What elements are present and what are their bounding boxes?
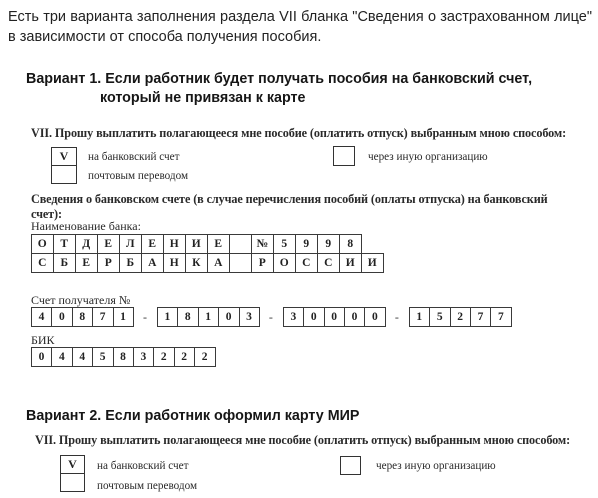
account-digit-cell: 4 (31, 307, 52, 327)
bik-digit-cell: 5 (92, 347, 113, 367)
form2-bank-checkbox[interactable]: V (60, 455, 85, 474)
account-digit-cell: 2 (450, 307, 471, 327)
bank-name-cell: Р (97, 253, 120, 273)
intro-paragraph: Есть три варианта заполнения раздела VII бланка "Сведения о застрахованном лице" в зависимости от способа получения пособия. (8, 9, 592, 45)
bik-digit-cell: 4 (72, 347, 93, 367)
bank-name-cell: Т (53, 234, 76, 254)
account-digit-cell: 3 (283, 307, 304, 327)
account-digit-cell: 0 (51, 307, 72, 327)
bik-digit-cell: 3 (133, 347, 154, 367)
account-digit-cell: 1 (409, 307, 430, 327)
bik-field[interactable] (31, 347, 215, 367)
account-digit-cell: 0 (324, 307, 345, 327)
bik-digit-cell: 8 (113, 347, 134, 367)
account-separator: - (142, 309, 147, 324)
bank-name-cell: Н (163, 234, 186, 254)
form2-section-heading: VII. Прошу выплатить полагающееся мне пособие (оплатить отпуск) выбранным мною способом: (35, 433, 571, 447)
account-digit-cell: 7 (470, 307, 491, 327)
bank-name-label: Наименование банка: (31, 219, 141, 233)
account-digit-cell: 8 (177, 307, 198, 327)
variant1-title-line2: который не привязан к карте (100, 90, 306, 106)
bank-name-cell: Е (75, 253, 98, 273)
account-digit-cell: 0 (303, 307, 324, 327)
bank-name-cell: Д (75, 234, 98, 254)
bank-name-cell: О (31, 234, 54, 254)
bank-name-cell: С (295, 253, 318, 273)
account-digit-cell: 8 (72, 307, 93, 327)
bank-name-cell: О (273, 253, 296, 273)
account-digit-cell: 7 (490, 307, 511, 327)
account-digit-cell: 3 (239, 307, 260, 327)
form2-other-org-option-label: через иную организацию (376, 460, 496, 472)
form2-postal-checkbox[interactable] (60, 473, 85, 492)
account-number-label: Счет получателя № (31, 293, 131, 307)
bank-name-cell: Е (141, 234, 164, 254)
bank-name-cell: А (141, 253, 164, 273)
form1-account-info-line1: Сведения о банковском счете (в случае перечисления пособий (оплаты отпуска) на банковский (31, 192, 548, 206)
bik-digit-cell: 2 (174, 347, 195, 367)
form2-postal-option-label: почтовым переводом (97, 480, 198, 492)
form1-other-org-checkbox[interactable] (333, 146, 355, 166)
account-digit-cell: 1 (113, 307, 134, 327)
form1-postal-checkbox[interactable] (51, 165, 77, 184)
account-separator: - (394, 309, 399, 324)
bank-name-row-2[interactable] (31, 253, 383, 273)
form2-bank-option-label: на банковский счет (97, 460, 189, 472)
bank-name-cell (229, 253, 252, 273)
bank-name-cell: И (339, 253, 362, 273)
bank-name-cell: С (317, 253, 340, 273)
bank-name-cell: Н (163, 253, 186, 273)
bank-name-row-1[interactable] (31, 234, 361, 254)
account-digit-cell: 7 (92, 307, 113, 327)
form2-other-org-checkbox[interactable] (340, 456, 361, 475)
bank-name-cell: 8 (339, 234, 362, 254)
bank-name-cell: Л (119, 234, 142, 254)
account-digit-cell: 1 (157, 307, 178, 327)
bik-label: БИК (31, 333, 55, 347)
bank-name-cell (229, 234, 252, 254)
bik-digit-cell: 0 (31, 347, 52, 367)
form1-bank-checkbox[interactable]: V (51, 147, 77, 166)
form1-section-heading: VII. Прошу выплатить полагающееся мне пособие (оплатить отпуск) выбранным мною способом: (31, 126, 567, 140)
form1-other-org-option-label: через иную организацию (368, 151, 488, 163)
bank-name-cell: Б (53, 253, 76, 273)
variant1-title-line1: Вариант 1. Если работник будет получать пособия на банковский счет, (26, 71, 533, 87)
bank-name-cell: И (361, 253, 384, 273)
account-digit-cell: 5 (429, 307, 450, 327)
bank-name-cell: Е (207, 234, 230, 254)
bank-name-cell: К (185, 253, 208, 273)
bank-name-cell: Б (119, 253, 142, 273)
bank-name-cell: Р (251, 253, 274, 273)
bank-name-cell: И (185, 234, 208, 254)
account-digit-cell: 0 (218, 307, 239, 327)
bank-name-cell: 5 (273, 234, 296, 254)
account-separator: - (268, 309, 273, 324)
bank-name-cell: 9 (295, 234, 318, 254)
bank-name-cell: № (251, 234, 274, 254)
form1-account-info-line2: счет): (31, 207, 62, 221)
bank-name-cell: А (207, 253, 230, 273)
bank-name-cell: Е (97, 234, 120, 254)
account-digit-cell: 0 (344, 307, 365, 327)
bik-digit-cell: 4 (51, 347, 72, 367)
bik-digit-cell: 2 (194, 347, 215, 367)
account-digit-cell: 1 (198, 307, 219, 327)
variant2-title: Вариант 2. Если работник оформил карту МИР (26, 408, 360, 424)
form1-postal-option-label: почтовым переводом (88, 170, 189, 182)
bank-name-cell: С (31, 253, 54, 273)
account-digit-cell: 0 (364, 307, 385, 327)
bank-name-cell: 9 (317, 234, 340, 254)
form1-bank-option-label: на банковский счет (88, 151, 180, 163)
bik-digit-cell: 2 (153, 347, 174, 367)
account-number-field[interactable] (31, 307, 511, 327)
